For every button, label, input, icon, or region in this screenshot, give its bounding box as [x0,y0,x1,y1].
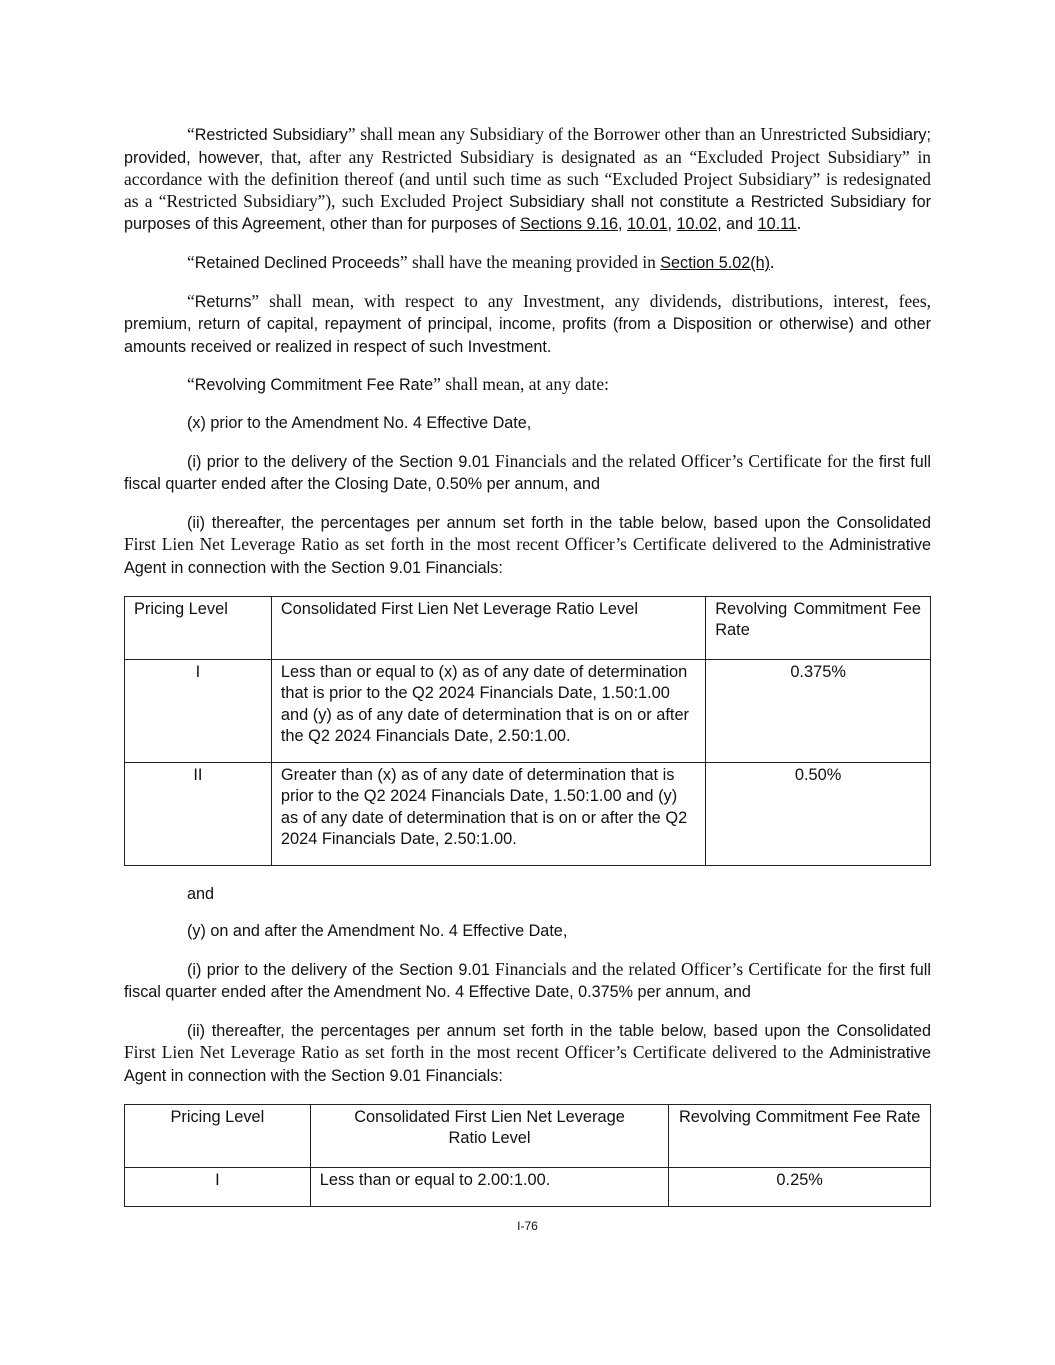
definition-revolving-commitment-fee-rate: “Revolving Commitment Fee Rate” shall mean, at any date: [187,374,609,395]
defined-term: Revolving Commitment Fee Rate [194,376,434,395]
clause-y-i: (i) prior to the delivery of the Section 9.01 Financials and the related Officer’s Certificate for the first full fiscal quarter ended after the Amendment No. 4 Effective Date, 0.375% per annum, and [124,958,931,1002]
definition-returns: “Returns” shall mean, with respect to any Investment, any dividends, distributions, interest, fees, premium, return of capital, repayment of principal, income, profits (from a Disposition or otherwise) and other amounts received or realized in respect of such Investment. [124,290,931,356]
table-cell-level: II [125,762,272,865]
section-reference: Section 5.02(h) [660,253,770,272]
defined-term: Restricted Subsidiary [194,126,348,144]
table-row [125,762,931,865]
table-row [125,659,931,762]
table-cell-ratio: Less than or equal to 2.00:1.00. [310,1167,669,1206]
table-cell-rate: 0.50% [706,762,931,865]
defined-term: Returns [194,292,252,311]
table-cell-rate: 0.25% [669,1167,931,1206]
section-reference: 10.01 [627,215,668,234]
table-cell-ratio: Less than or equal to (x) as of any date of determination that is prior to the Q2 2024 Financials Date, 1.50:1.00 and (y) as of any date of determination that is on or after the Q2 2024 Financials Date, 2.50:1.00. [271,659,705,762]
pricing-table-pre-amendment [124,596,931,866]
section-reference: Sections 9.16 [519,215,619,234]
table-header-cell: Consolidated First Lien Net Leverage Ratio Level [310,1104,669,1167]
clause-x-ii: (ii) thereafter, the percentages per annum set forth in the table below, based upon the Consolidated First Lien Net Leverage Ratio as set forth in the most recent Officer’s Certificate delivered to the Administrative Agent in connection with the Section 9.01 Financials: [124,513,931,577]
table-row [125,1167,931,1206]
table-cell-level: I [125,659,272,762]
table-header-row [125,1104,931,1167]
table-cell-level: I [125,1167,311,1206]
document-page [124,124,931,1225]
table-header-cell: Revolving Commitment Fee Rate [706,596,931,659]
table-header-cell: Revolving Commitment Fee Rate [669,1104,931,1167]
page-number: I-76 [517,1219,538,1233]
table-cell-rate: 0.375% [706,659,931,762]
table-header-cell: Consolidated First Lien Net Leverage Ratio Level [271,596,705,659]
section-reference: 10.11 [757,215,797,234]
clause-y-ii: (ii) thereafter, the percentages per annum set forth in the table below, based upon the Consolidated First Lien Net Leverage Ratio as set forth in the most recent Officer’s Certificate delivered to the Administrative Agent in connection with the Section 9.01 Financials: [124,1021,931,1086]
clause-x: (x) prior to the Amendment No. 4 Effective Date, [187,413,532,432]
clause-x-i: (i) prior to the delivery of the Section 9.01 Financials and the related Officer’s Certificate for the first full fiscal quarter ended after the Closing Date, 0.50% per annum, and [124,450,931,494]
table-header-row [125,596,931,659]
conjunction-and: and [187,884,215,903]
clause-y: (y) on and after the Amendment No. 4 Effective Date, [187,922,568,941]
table-header-cell: Pricing Level [125,596,272,659]
definition-restricted-subsidiary: “Restricted Subsidiary” shall mean any Subsidiary of the Borrower other than an Unrestricted Subsidiary; provided, however, that, after any Restricted Subsidiary is designated as an “Excluded Project Subsidiary” in accordance with the definition thereof (and until such time as such “Excluded Project Subsidiary” is redesignated as a “Restricted Subsidiary”), such Excluded Project Subsidiary shall not constitute a Restricted Subsidiary for purposes of this Agreement, other than for purposes of Sections 9.16, 10.01, 10.02, and 10.11. [124,124,932,234]
definition-retained-declined-proceeds: “Retained Declined Proceeds” shall have the meaning provided in Section 5.02(h). [187,251,775,272]
table-header-cell: Pricing Level [125,1104,311,1167]
table-cell-ratio: Greater than (x) as of any date of determination that is prior to the Q2 2024 Financials Date, 1.50:1.00 and (y) as of any date of determination that is on or after the Q2 2024 Financials Date, 2.50:1.00. [271,762,705,865]
pricing-table-post-amendment [124,1104,931,1207]
section-reference: 10.02 [676,215,718,234]
defined-term: Retained Declined Proceeds [194,253,400,272]
